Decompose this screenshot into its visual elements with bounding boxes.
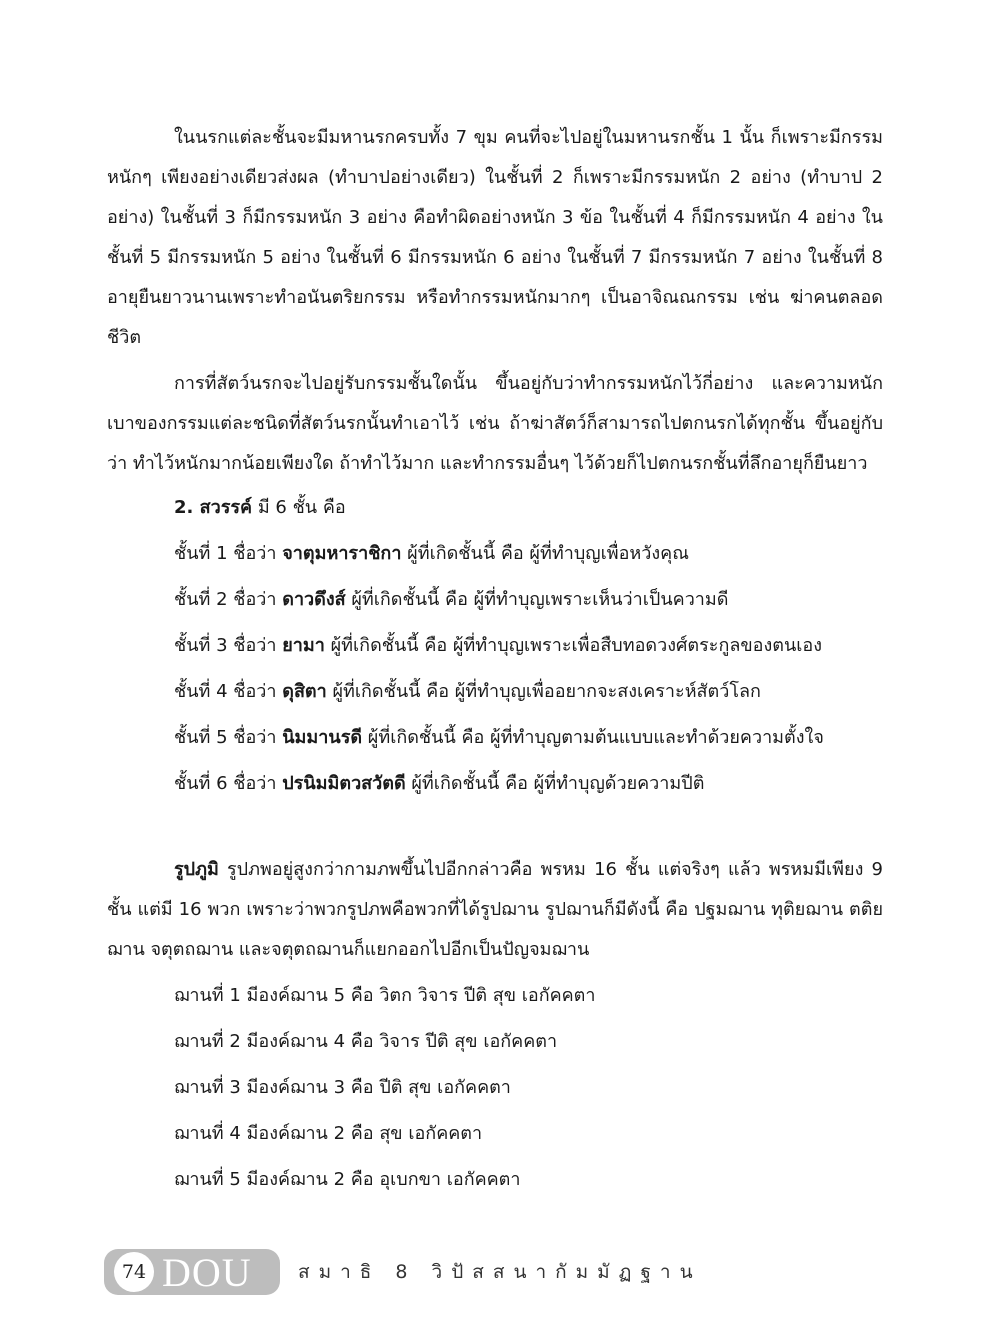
heaven-level: [107, 718, 883, 758]
page-footer: [104, 1248, 702, 1296]
heaven-level-desc: ผู้ที่เกิดชั้นนี้ คือ ผู้ที่ทำบุญเพราะเห็นว่าเป็นความดี: [345, 589, 729, 610]
paragraph-hell-karma: การที่สัตว์นรกจะไปอยู่รับกรรมชั้นใดนั้น ขึ้นอยู่กับว่าทำกรรมหนักไว้กี่อย่าง และความหนักเบาของกรรมแต่ละชนิดที่สัตว์นรกนั้นทำเอาไว้ เช่น ถ้าฆ่าสัตว์ก็สามารถไปตกนรกได้ทุกชั้น ขึ้นอยู่กับว่า ทำไว้หนักมากน้อยเพียงใด ถ้าทำไว้มาก และทำกรรมอื่นๆ ไว้ด้วยก็ไปตกนรกชั้นที่ลึกอายุก็ยืนยาว: [107, 373, 883, 474]
heaven-level-prefix: ชั้นที่ 3 ชื่อว่า: [174, 635, 283, 656]
heaven-level-prefix: ชั้นที่ 2 ชื่อว่า: [174, 589, 283, 610]
heaven-level-desc: ผู้ที่เกิดชั้นนี้ คือ ผู้ที่ทำบุญตามต้นแบบและทำด้วยความตั้งใจ: [362, 727, 824, 748]
page-content: [107, 118, 883, 1206]
rupa-term: รูปภูมิ: [174, 859, 219, 880]
heaven-level-name: ยามา: [282, 635, 325, 656]
jhana-item: ฌานที่ 2 มีองค์ฌาน 4 คือ วิจาร ปีติ สุข เอกัคคตา: [174, 1031, 558, 1052]
jhana-item: ฌานที่ 3 มีองค์ฌาน 3 คือ ปีติ สุข เอกัคคตา: [174, 1077, 511, 1098]
heaven-level: [107, 534, 883, 574]
section-gap: [107, 810, 883, 850]
book-title: สมาธิ 8 วิปัสสนากัมมัฏฐาน: [298, 1261, 702, 1283]
heaven-level: [107, 580, 883, 620]
heaven-heading: [107, 488, 883, 528]
heaven-level-name: ดุสิตา: [282, 681, 327, 702]
dou-logo: DOU: [162, 1249, 252, 1295]
heaven-level-name: ปรนิมมิตวสวัตดี: [282, 773, 406, 794]
jhana-item: ฌานที่ 5 มีองค์ฌาน 2 คือ อุเบกขา เอกัคคตา: [174, 1169, 521, 1190]
dou-badge: [104, 1249, 280, 1295]
heaven-level-desc: ผู้ที่เกิดชั้นนี้ คือ ผู้ที่ทำบุญเพราะเพื่อสืบทอดวงศ์ตระกูลของตนเอง: [324, 635, 823, 656]
heaven-heading-term: 2. สวรรค์: [174, 497, 253, 518]
heaven-level-prefix: ชั้นที่ 5 ชื่อว่า: [174, 727, 283, 748]
page-number: 74: [114, 1252, 154, 1292]
heaven-level-prefix: ชั้นที่ 4 ชื่อว่า: [174, 681, 283, 702]
heaven-level-name: นิมมานรดี: [282, 727, 363, 748]
jhana-item: ฌานที่ 1 มีองค์ฌาน 5 คือ วิตก วิจาร ปีติ สุข เอกัคคตา: [174, 985, 596, 1006]
heaven-level: [107, 626, 883, 666]
heaven-level: [107, 764, 883, 804]
heaven-level-name: จาตุมหาราชิกา: [282, 543, 402, 564]
heaven-level: [107, 672, 883, 712]
paragraph-rupa: [107, 850, 883, 970]
heaven-level-prefix: ชั้นที่ 1 ชื่อว่า: [174, 543, 283, 564]
jhana-item: ฌานที่ 4 มีองค์ฌาน 2 คือ สุข เอกัคคตา: [174, 1123, 483, 1144]
heaven-level-desc: ผู้ที่เกิดชั้นนี้ คือ ผู้ที่ทำบุญเพื่อหวังคุณ: [401, 543, 689, 564]
heaven-heading-rest: มี 6 ชั้น คือ: [252, 497, 346, 518]
heaven-level-desc: ผู้ที่เกิดชั้นนี้ คือ ผู้ที่ทำบุญเพื่ออยากจะสงเคราะห์สัตว์โลก: [326, 681, 761, 702]
heaven-level-desc: ผู้ที่เกิดชั้นนี้ คือ ผู้ที่ทำบุญด้วยความปีติ: [405, 773, 705, 794]
rupa-text: รูปภพอยู่สูงกว่ากามภพขึ้นไปอีกกล่าวคือ พรหม 16 ชั้น แต่จริงๆ แล้ว พรหมมีเพียง 9 ชั้น แต่มี 16 พวก เพราะว่าพวกรูปภพคือพวกที่ได้รูปฌาน รูปฌานก็มีดังนี้ คือ ปฐมฌาน ทุติยฌาน ตติยฌาน จตุตถฌาน และจตุตถฌานก็แยกออกไปอีกเป็นปัญจมฌาน: [107, 859, 883, 960]
heaven-level-prefix: ชั้นที่ 6 ชื่อว่า: [174, 773, 283, 794]
paragraph-hell-levels: ในนรกแต่ละชั้นจะมีมหานรกครบทั้ง 7 ขุม คนที่จะไปอยู่ในมหานรกชั้น 1 นั้น ก็เพราะมีกรรมหนักๆ เพียงอย่างเดียวส่งผล (ทำบาปอย่างเดียว) ในชั้นที่ 2 ก็เพราะมีกรรมหนัก 2 อย่าง (ทำบาป 2 อย่าง) ในชั้นที่ 3 ก็มีกรรมหนัก 3 อย่าง คือทำผิดอย่างหนัก 3 ข้อ ในชั้นที่ 4 ก็มีกรรมหนัก 4 อย่าง ในชั้นที่ 5 มีกรรมหนัก 5 อย่าง ในชั้นที่ 6 มีกรรมหนัก 6 อย่าง ในชั้นที่ 7 มีกรรมหนัก 7 อย่าง ในชั้นที่ 8 อายุยืนยาวนานเพราะทำอนันตริยกรรม หรือทำกรรมหนักมากๆ เป็นอาจิณณกรรม เช่น ฆ่าคนตลอดชีวิต: [107, 127, 883, 348]
heaven-level-name: ดาวดึงส์: [282, 589, 346, 610]
